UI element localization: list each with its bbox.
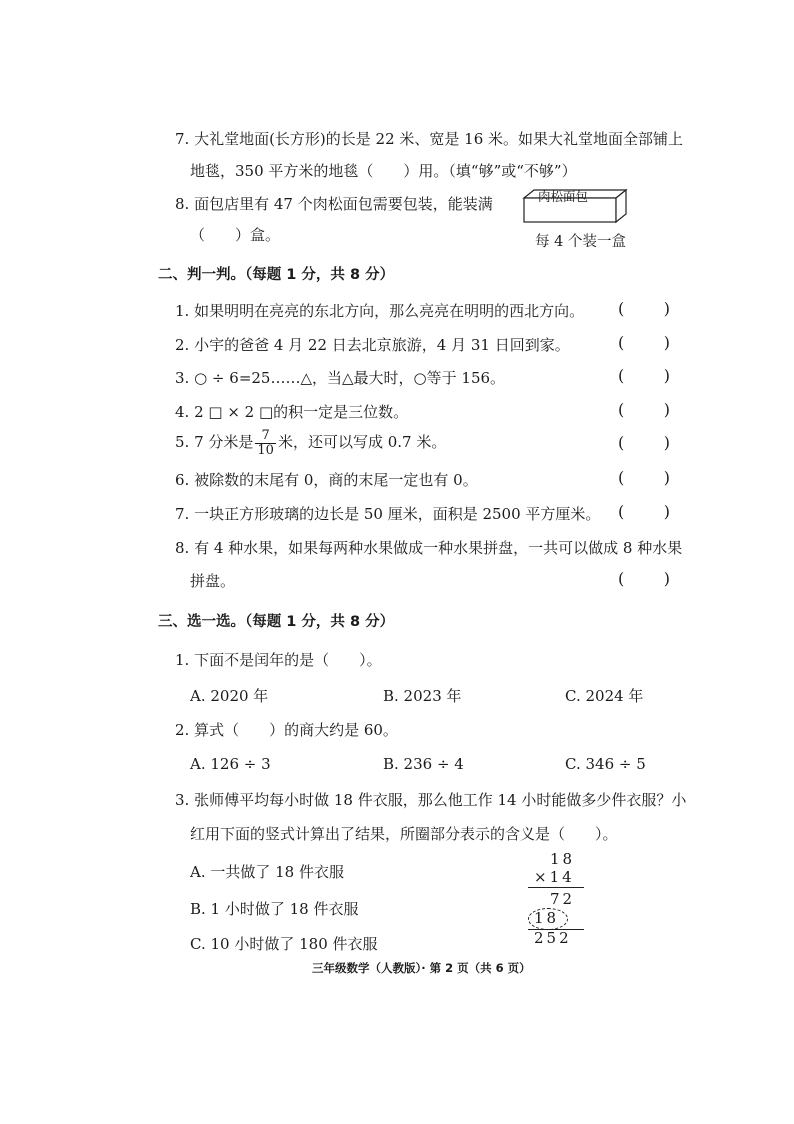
choice-q2: 2. 算式（ ）的商大约是 60。	[175, 721, 398, 739]
page-footer: 三年级数学（人教版）· 第 2 页（共 6 页）	[312, 961, 531, 975]
answer-parens: ( )	[618, 569, 670, 588]
calc-multiplier: ×14	[534, 868, 575, 886]
choice-q1: 1. 下面不是闰年的是（ ）。	[175, 651, 382, 669]
choice-q1-option-c: C. 2024 年	[565, 687, 644, 705]
judge-item-1: 1. 如果明明在亮亮的东北方向，那么亮亮在明明的西北方向。	[175, 302, 585, 320]
calc-partial-1: 72	[550, 890, 576, 908]
calc-circled-mark	[528, 908, 568, 930]
choice-q3-line1: 3. 张师傅平均每小时做 18 件衣服，那么他工作 14 小时能做多少件衣服？小	[175, 791, 687, 809]
section-3-header: 三、选一选。（每题 1 分，共 8 分）	[158, 614, 395, 630]
judge-item-8-line2: 拼盘。	[190, 572, 236, 590]
question-8-line2: （ ）盒。	[190, 226, 281, 244]
bread-box-figure	[520, 188, 632, 232]
answer-parens: ( )	[618, 299, 670, 318]
choice-q3-option-b: B. 1 小时做了 18 件衣服	[190, 900, 359, 918]
judge-item-5: 5. 7 分米是 $\frac{7}{10}$ 米，还可以写成 0.7 米。	[175, 427, 447, 458]
judge-item-8-line1: 8. 有 4 种水果，如果每两种水果做成一种水果拼盘，一共可以做成 8 种水果	[175, 539, 683, 557]
question-7-line1: 7. 大礼堂地面(长方形)的长是 22 米、宽是 16 米。如果大礼堂地面全部铺上	[175, 130, 684, 148]
answer-parens: ( )	[618, 366, 670, 385]
calc-multiplicand: 18	[550, 850, 576, 868]
judge-item-3: 3. ○ ÷ 6=25……△，当△最大时，○等于 156。	[175, 369, 506, 387]
vertical-multiplication	[520, 850, 600, 950]
choice-q1-option-b: B. 2023 年	[383, 687, 462, 705]
choice-q2-option-a: A. 126 ÷ 3	[190, 755, 271, 773]
bread-box-caption: 每 4 个装一盒	[535, 234, 626, 250]
choice-q2-option-b: B. 236 ÷ 4	[383, 755, 464, 773]
fraction-7-10: $\frac{7}{10}$	[257, 427, 274, 458]
section-2-header: 二、判一判。（每题 1 分，共 8 分）	[158, 267, 395, 283]
judge-item-4: 4. 2 □ × 2 □的积一定是三位数。	[175, 403, 409, 421]
judge-item-6: 6. 被除数的末尾有 0，商的末尾一定也有 0。	[175, 471, 478, 489]
choice-q2-option-c: C. 346 ÷ 5	[565, 755, 646, 773]
choice-q3-option-a: A. 一共做了 18 件衣服	[190, 863, 344, 881]
answer-parens: ( )	[618, 502, 670, 521]
question-7-line2: 地毯，350 平方米的地毯（ ）用。（填“够”或“不够”）	[190, 162, 577, 180]
answer-parens: ( )	[618, 333, 670, 352]
calc-rule-1	[528, 887, 584, 888]
answer-parens: ( )	[618, 468, 670, 487]
answer-parens: ( )	[618, 433, 670, 452]
calc-partial-2: 18	[534, 909, 560, 927]
choice-q3-line2: 红用下面的竖式计算出了结果，所圈部分表示的含义是（ ）。	[190, 825, 618, 843]
bread-box-label: 肉松面包	[538, 189, 589, 204]
calc-product: 252	[534, 929, 572, 947]
judge-item-7: 7. 一块正方形玻璃的边长是 50 厘米，面积是 2500 平方厘米。	[175, 505, 601, 523]
question-8-line1: 8. 面包店里有 47 个肉松面包需要包装，能装满	[175, 195, 493, 213]
answer-parens: ( )	[618, 400, 670, 419]
choice-q1-option-a: A. 2020 年	[190, 687, 269, 705]
judge-item-2: 2. 小宇的爸爸 4 月 22 日去北京旅游，4 月 31 日回到家。	[175, 336, 570, 354]
choice-q3-option-c: C. 10 小时做了 180 件衣服	[190, 935, 378, 953]
